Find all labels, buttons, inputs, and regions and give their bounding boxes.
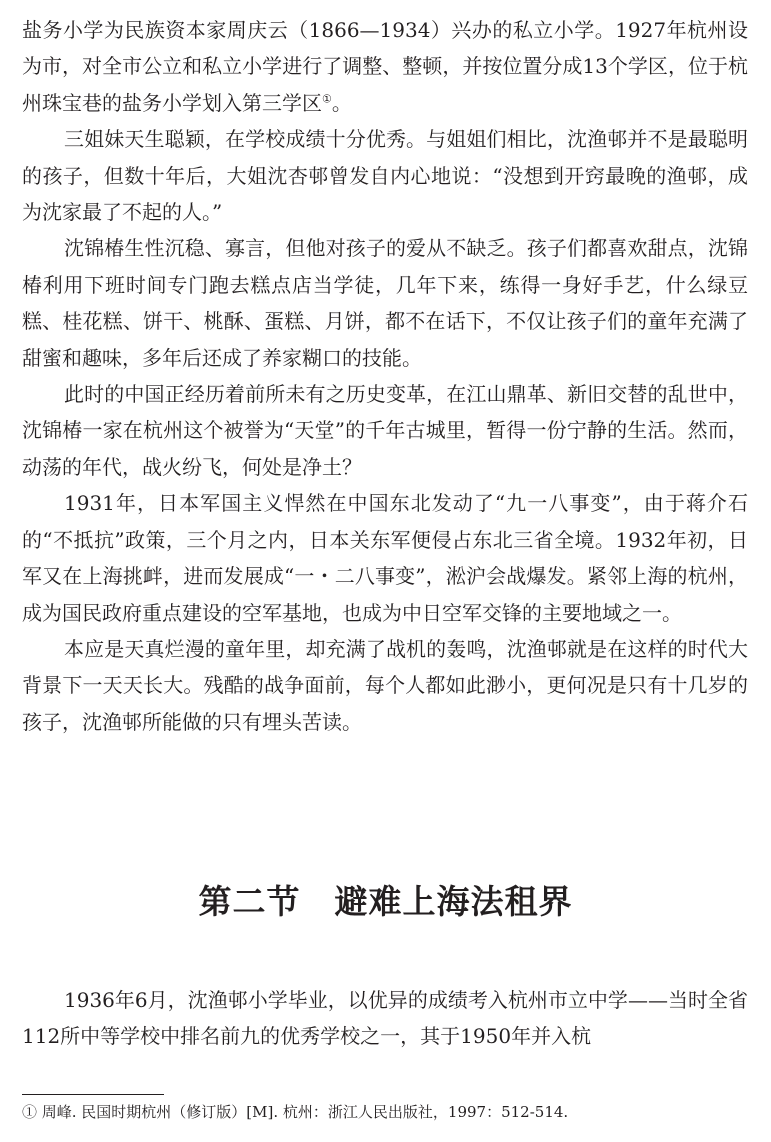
footnote-reference[interactable]: ① <box>322 92 332 106</box>
paragraph-1 <box>22 12 748 121</box>
paragraph-3: 沈锦椿生性沉稳、寡言，但他对孩子的爱从不缺乏。孩子们都喜欢甜点，沈锦椿利用下班时间专门跑去糕点店当学徒，几年下来，练得一身好手艺，什么绿豆糕、桂花糕、饼干、桃酥、蛋糕、月饼，都不在话下，不仅让孩子们的童年充满了甜蜜和趣味，多年后还成了养家糊口的技能。 <box>22 236 748 370</box>
paragraph-1-tail: 。 <box>331 90 352 115</box>
paragraph-6: 本应是天真烂漫的童年里，却充满了战机的轰鸣，沈渔邨就是在这样的时代大背景下一天天长大。残酷的战争面前，每个人都如此渺小，更何况是只有十几岁的孩子，沈渔邨所能做的只有埋头苦读。 <box>22 636 748 734</box>
footnote: ① 周峰. 民国时期杭州（修订版）[M]. 杭州：浙江人民出版社，1997：512-514. <box>22 1103 569 1121</box>
paragraph-1-text: 盐务小学为民族资本家周庆云（1866—1934）兴办的私立小学。1927年杭州设为市，对全市公立和私立小学进行了调整、整顿，并按位置分成13个学区，位于杭州珠宝巷的盐务小学划入第三学区 <box>22 18 748 115</box>
body-text-section-2 <box>22 982 748 1055</box>
footnote-divider <box>22 1094 164 1095</box>
paragraph-7: 1936年6月，沈渔邨小学毕业，以优异的成绩考入杭州市立中学——当时全省112所中等学校中排名前九的优秀学校之一，其于1950年并入杭 <box>22 988 748 1049</box>
body-text-section-1 <box>22 12 748 740</box>
section-title: 第二节 避难上海法租界 <box>198 882 573 921</box>
paragraph-4: 此时的中国正经历着前所未有之历史变革，在江山鼎革、新旧交替的乱世中，沈锦椿一家在杭州这个被誉为“天堂”的千年古城里，暂得一份宁静的生活。然而，动荡的年代，战火纷飞，何处是净土？ <box>22 382 748 479</box>
paragraph-2: 三姐妹天生聪颖，在学校成绩十分优秀。与姐姐们相比，沈渔邨并不是最聪明的孩子，但数十年后，大姐沈杏邨曾发自内心地说：“没想到开窍最晚的渔邨，成为沈家最了不起的人。” <box>22 127 748 225</box>
paragraph-5: 1931年，日本军国主义悍然在中国东北发动了“九一八事变”，由于蒋介石的“不抵抗”政策，三个月之内，日本关东军便侵占东北三省全境。1932年初，日军又在上海挑衅，进而发展成“一・二八事变”，淞沪会战爆发。紧邻上海的杭州，成为国民政府重点建设的空军基地，也成为中日空军交锋的主要地域之一。 <box>22 491 748 625</box>
